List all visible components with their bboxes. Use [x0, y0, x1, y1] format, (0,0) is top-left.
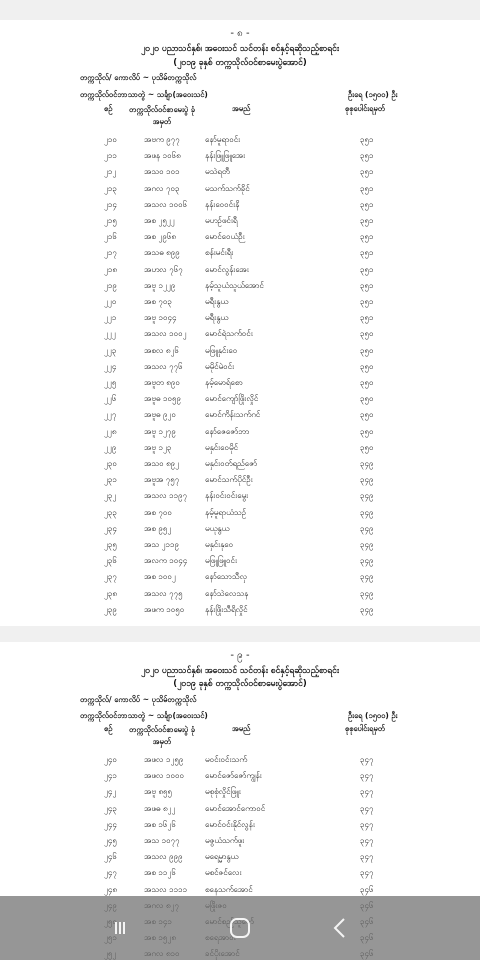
student-name: မစင်ဇင်လေး — [205, 868, 242, 878]
back-icon — [330, 916, 350, 940]
student-name: နမ့်မောရ်စော — [205, 378, 243, 387]
total-mark: ၃၅၁ — [360, 248, 374, 258]
row-number: ၂၄၀ — [104, 755, 117, 764]
document-subtitle: (၂၀၁၉ ခုနှစ် တက္ကသိုလ်ဝင်စာမေးပွဲအောင်) — [173, 679, 307, 689]
total-mark: ၃၄၉ — [360, 523, 374, 533]
roll-number: အဖလ ၁၂၅၉ — [144, 755, 184, 764]
student-name: မောင်ဇော်ဇော်ကျွန်း — [205, 771, 262, 781]
table-row — [0, 296, 480, 309]
student-name: နော်သောသီလှ — [205, 572, 248, 582]
table-row — [0, 786, 480, 799]
total-mark: ၃၄၉ — [360, 604, 374, 614]
document-subtitle: (၂၀၁၉ ခုနှစ် တက္ကသိုလ်ဝင်စာမေးပွဲအောင်) — [173, 58, 307, 68]
table-row — [0, 555, 480, 568]
table-row — [0, 409, 480, 422]
student-name: နန်းဖြိုးသီရိလှိုင် — [205, 604, 248, 614]
total-mark: ၃၄၇ — [360, 771, 374, 781]
total-mark: ၃၄၉ — [360, 507, 374, 517]
row-number: ၂၁၉ — [104, 280, 117, 290]
row-number: ၂၃၆ — [104, 556, 117, 566]
total-mark: ၃၅၀ — [360, 410, 374, 420]
roll-number: အဗူဓ ၉၂၀ — [144, 410, 176, 420]
total-mark: ၃၅၁ — [360, 297, 374, 306]
student-name: မရီးနွယ — [205, 313, 229, 323]
total-mark: ၃၄၇ — [360, 787, 374, 797]
col-header-roll: တက္ကသိုလ်ဝင်စာမေးပွဲ ခုံအမှတ် — [129, 725, 195, 746]
student-name: မရေမ္မာနွယ — [205, 852, 239, 862]
roll-number: အဖက ၁၀၅၀ — [144, 604, 185, 614]
student-name: မောင်ဝေယံဉီး — [205, 232, 245, 242]
row-number: ၂၄၃ — [104, 803, 117, 813]
student-name: မောင်သက်ပိုင်ဦး — [205, 475, 253, 485]
table-row — [0, 328, 480, 341]
table-row — [0, 523, 480, 536]
roll-number: အဟလ ၇၆၇ — [144, 264, 183, 274]
roll-number: အဗူ ၁၂၇၉ — [144, 426, 176, 436]
total-mark: ၃၄၇ — [360, 755, 374, 764]
table-row — [0, 199, 480, 212]
row-number: ၂၃၉ — [104, 604, 117, 614]
page-number: - ၈ - — [230, 28, 250, 39]
total-mark: ၃၅၀ — [360, 378, 374, 387]
table-row — [0, 215, 480, 228]
table-row — [0, 345, 480, 358]
col-header-mark: စုစုပေါင်းရမှတ် — [345, 724, 386, 733]
table-row — [0, 754, 480, 767]
roll-number: အစ ၇၀၃ — [144, 297, 172, 306]
roll-number: အသလ ၇၇၆ — [144, 361, 183, 371]
total-mark: ၃၅၁ — [360, 313, 374, 323]
navigation-bar — [0, 896, 480, 960]
table-row — [0, 604, 480, 617]
document-title: ၂၀၂၀ ပညာသင်နှစ်၊ အဝေးသင် သင်တန်း စင်နှင့်ရဆိုသည့်စာရင်း — [141, 44, 339, 54]
student-name: နန်းဝေဝင်းနိ — [205, 199, 240, 209]
student-name: နမ့်မူရာယံသဉ် — [205, 507, 247, 517]
subject-field: တက္ကသိုလ်ဝင်ဘာသာတွဲ ~ သင်္ချာ(အဝေးသင်) — [80, 711, 208, 720]
table-row — [0, 474, 480, 487]
col-header-name: အမည် — [232, 104, 251, 113]
row-number: ၂၄၂ — [104, 787, 117, 797]
student-name: မသဲရတီ — [205, 167, 230, 177]
student-name: စနေသက်အောင် — [205, 884, 253, 894]
row-number: ၂၄၁ — [104, 771, 117, 781]
roll-number: အသလ ၉၉၉ — [144, 852, 183, 862]
student-name: နော်သဲလေသန — [205, 588, 249, 598]
row-number: ၂၁၀ — [104, 135, 117, 144]
home-icon — [227, 915, 253, 941]
row-number: ၂၄၅ — [104, 836, 117, 845]
student-name: မမိုင်မဲဝင်း — [205, 361, 235, 371]
roll-number: အသဝ ၈၉၂ — [144, 459, 180, 468]
table-row — [0, 377, 480, 390]
table-row — [0, 247, 480, 260]
total-mark: ၃၄၇ — [360, 868, 374, 878]
roll-number: အဗူ ၈၅၅ — [144, 787, 173, 797]
roll-number: အသလ ၁၀၀၂ — [144, 329, 187, 339]
table-row — [0, 835, 480, 848]
roll-number: အဖဓ ၈၂၂ — [144, 803, 176, 813]
student-name: မနှင်းဝတ်ရည်ဇော် — [205, 459, 258, 468]
roll-number: အစ ၉၅၂ — [144, 523, 172, 533]
table-row — [0, 588, 480, 601]
university-field: တက္ကသိုလ်/ ကောလိပ် ~ ပုသိမ်တက္ကသိုလ် — [80, 695, 197, 704]
roll-number: အသ ၁၀၇၇ — [144, 836, 180, 845]
page-number: - ၉ - — [230, 650, 250, 661]
total-mark: ၃၅၀ — [360, 361, 374, 371]
row-number: ၂၃၀ — [104, 459, 117, 468]
roll-number: အဗူတ ၈၉၀ — [144, 378, 180, 387]
student-name: မောင်ကျော်ဖြိုးလှိုင် — [205, 394, 259, 404]
row-number: ၂၂၉ — [104, 442, 117, 452]
roll-number: အဗူ ၁၀၄၄ — [144, 313, 177, 323]
student-name: နန်းဖြူဖြူအေး — [205, 151, 246, 161]
col-header-mark: စုစုပေါင်းရမှတ် — [345, 104, 386, 113]
student-name: မောင်ရဲသက်ဝင်း — [205, 329, 253, 339]
roll-number: အစ ၂၅၂၂ — [144, 216, 175, 225]
total-mark: ၃၄၇ — [360, 836, 374, 845]
document-page-1 — [0, 20, 480, 626]
total-mark: ၃၄၉ — [360, 556, 374, 566]
total-mark: ၃၄၉ — [360, 459, 374, 468]
row-number: ၂၂၀ — [104, 297, 117, 306]
col-header-roll: တက္ကသိုလ်ဝင်စာမေးပွဲ ခုံအမှတ် — [129, 105, 195, 126]
table-row — [0, 264, 480, 277]
total-mark: ၃၄၉ — [360, 540, 374, 549]
total-mark: ၃၅၁ — [360, 216, 374, 225]
table-row — [0, 539, 480, 552]
student-name: နော်ဇေဇော်ဘာ — [205, 426, 250, 436]
row-number: ၂၁၁ — [104, 151, 117, 161]
total-mark: ၃၅၀ — [360, 442, 374, 452]
student-name: မနှင်းဝေမိုင် — [205, 442, 239, 452]
student-name: စန်းမင်းရီး — [205, 248, 234, 258]
roll-number: အဖလ ၁၀၀၀ — [144, 771, 184, 781]
row-number: ၂၂၄ — [104, 361, 117, 371]
row-number: ၂၄၄ — [104, 819, 117, 829]
roll-number: အဖန ၁၀၆၈ — [144, 151, 181, 161]
row-number: ၂၃၁ — [104, 475, 117, 485]
row-number: ၂၂၁ — [104, 313, 117, 323]
total-count-header: ဦးရေ (၁၅၀၀) ဦး — [348, 711, 398, 720]
recent-apps-button[interactable] — [100, 910, 140, 946]
row-number: ၂၂၇ — [104, 410, 117, 420]
table-row — [0, 231, 480, 244]
total-mark: ၃၅၀ — [360, 394, 374, 404]
roll-number: အသလ ၁၀၀၆ — [144, 199, 188, 209]
student-name: နမ့်သူယံသူယ်အောင် — [205, 280, 264, 290]
row-number: ၂၁၃ — [104, 183, 117, 193]
table-row — [0, 571, 480, 584]
roll-number: အစ ၇၀၀ — [144, 507, 172, 517]
table-row — [0, 770, 480, 783]
table-row — [0, 458, 480, 471]
row-number: ၂၁၇ — [104, 248, 117, 258]
total-mark: ၃၅၀ — [360, 426, 374, 436]
row-number: ၂၁၆ — [104, 232, 117, 242]
roll-number: အဗက ၉၇၇ — [144, 135, 180, 144]
student-name: မဇွယံသက်ဖူး — [205, 836, 245, 845]
total-mark: ၃၄၇ — [360, 852, 374, 862]
total-mark: ၃၄၉ — [360, 491, 374, 501]
student-name: မစုစုံလှိုင်ဖြူး — [205, 787, 241, 797]
table-row — [0, 819, 480, 832]
total-mark: ၃၅၁ — [360, 280, 374, 290]
row-number: ၂၂၅ — [104, 378, 117, 387]
university-field: တက္ကသိုလ်/ ကောလိပ် ~ ပုသိမ်တက္ကသိုလ် — [80, 73, 197, 82]
roll-number: အသလ ၁၁၁၁ — [144, 884, 188, 894]
row-number: ၂၄၇ — [104, 868, 117, 878]
row-number: ၂၁၈ — [104, 264, 117, 274]
student-name: မဟဉ်ဖင်းရီ — [205, 216, 238, 225]
row-number: ၂၃၇ — [104, 572, 117, 582]
table-row — [0, 426, 480, 439]
total-mark: ၃၄၆ — [360, 884, 374, 894]
table-row — [0, 150, 480, 163]
student-name: မသက်သက်ခိုင် — [205, 183, 250, 193]
roll-number: အဗူ ၁၂၂၉ — [144, 280, 176, 290]
total-mark: ၃၅၁ — [360, 183, 374, 193]
roll-number: အစလ ၈၂၆ — [144, 345, 179, 355]
row-number: ၂၃၈ — [104, 588, 117, 598]
roll-number: အဗူအ ၇၅၇ — [144, 475, 180, 485]
roll-number: အသလ ၇၇၅ — [144, 588, 183, 598]
row-number: ၂၁၅ — [104, 216, 117, 225]
roll-number: အလက ၁၀၄၄ — [144, 556, 188, 566]
total-mark: ၃၅၁ — [360, 232, 374, 242]
home-button[interactable] — [220, 910, 260, 946]
col-header-no: စဉ် — [104, 104, 113, 113]
row-number: ၂၁၂ — [104, 167, 117, 177]
recent-apps-icon — [110, 919, 130, 937]
student-name: မဖြူဖြူဝင်း — [205, 556, 237, 566]
student-name: မောင်ဝင်းနိုင်လွန်း — [205, 819, 255, 829]
table-row — [0, 166, 480, 179]
table-row — [0, 803, 480, 816]
row-number: ၂၄၈ — [104, 884, 117, 894]
total-count-header: ဦးရေ (၁၅၀၀) ဦး — [348, 90, 398, 99]
row-number: ၂၂၈ — [104, 426, 117, 436]
student-name: မယုနွယ — [205, 523, 230, 533]
roll-number: အသဓ ၈၉၉ — [144, 248, 180, 258]
student-name: မဖြူနှင်းဝေ — [205, 345, 238, 355]
student-name: နန်းဝင်းဝင်းမွေး — [205, 491, 249, 501]
table-row — [0, 183, 480, 196]
row-number: ၂၂၆ — [104, 394, 117, 404]
document-title: ၂၀၂၀ ပညာသင်နှစ်၊ အဝေးသင် သင်တန်း စင်နှင့်ရဆိုသည့်စာရင်း — [141, 666, 339, 676]
student-name: မဝင်းဝင်းသက် — [205, 755, 248, 764]
total-mark: ၃၅၀ — [360, 329, 374, 339]
table-row — [0, 884, 480, 897]
subject-field: တက္ကသိုလ်ဝင်ဘာသာတွဲ ~ သင်္ချာ(အဝေးသင်) — [80, 90, 208, 99]
col-header-no: စဉ် — [104, 724, 113, 733]
table-row — [0, 134, 480, 147]
total-mark: ၃၄၉ — [360, 475, 374, 485]
roll-number: အသဝ ၁၀၁ — [144, 167, 180, 177]
table-row — [0, 867, 480, 880]
row-number: ၂၁၄ — [104, 199, 117, 209]
student-name: မနှင်းနုဝေ — [205, 540, 234, 549]
table-row — [0, 312, 480, 325]
row-number: ၂၃၄ — [104, 523, 117, 533]
back-button[interactable] — [320, 910, 360, 946]
roll-number: အသလ ၁၁၉၇ — [144, 491, 188, 501]
row-number: ၂၃၂ — [104, 491, 117, 501]
student-name: မောင်ကိန်းသက်ဂင် — [205, 410, 261, 420]
total-mark: ၃၅၁ — [360, 167, 374, 177]
roll-number: အဗူ ၁၂၃ — [144, 442, 172, 452]
total-mark: ၃၄၇ — [360, 819, 374, 829]
roll-number: အဗူဓ ၁၀၅၉ — [144, 394, 181, 404]
total-mark: ၃၅၀ — [360, 345, 374, 355]
row-number: ၂၂၃ — [104, 345, 117, 355]
total-mark: ၃၄၉ — [360, 572, 374, 582]
row-number: ၂၄၆ — [104, 852, 117, 862]
table-row — [0, 361, 480, 374]
col-header-name: အမည် — [232, 724, 251, 733]
student-name: နော်မူရာဝင်း — [205, 135, 241, 144]
student-name: မောင်လွန်းအေး — [205, 264, 249, 274]
roll-number: အစ ၁၆၂၆ — [144, 819, 176, 829]
total-mark: ၃၄၉ — [360, 588, 374, 598]
total-mark: ၃၄၇ — [360, 803, 374, 813]
total-mark: ၃၅၁ — [360, 135, 374, 144]
table-row — [0, 507, 480, 520]
total-mark: ၃၅၁ — [360, 264, 374, 274]
roll-number: အစ ၁၁၂၆ — [144, 868, 176, 878]
table-row — [0, 851, 480, 864]
row-number: ၂၃၅ — [104, 540, 117, 549]
row-number: ၂၃၃ — [104, 507, 117, 517]
roll-number: အသ ၂၁၁၉ — [144, 540, 180, 549]
row-number: ၂၂၂ — [104, 329, 116, 339]
total-mark: ၃၅၁ — [360, 199, 374, 209]
roll-number: အစ ၁၀၀၂ — [144, 572, 176, 582]
total-mark: ၃၅၁ — [360, 151, 374, 161]
roll-number: အစ ၂၉၆၈ — [144, 232, 176, 242]
student-name: မရီးနွယ — [205, 297, 229, 306]
table-row — [0, 442, 480, 455]
table-row — [0, 393, 480, 406]
table-row — [0, 280, 480, 293]
roll-number: အဂလ ၇၀၃ — [144, 183, 180, 193]
student-name: မောင်အောင်ကောဝင် — [205, 803, 266, 813]
table-row — [0, 490, 480, 503]
